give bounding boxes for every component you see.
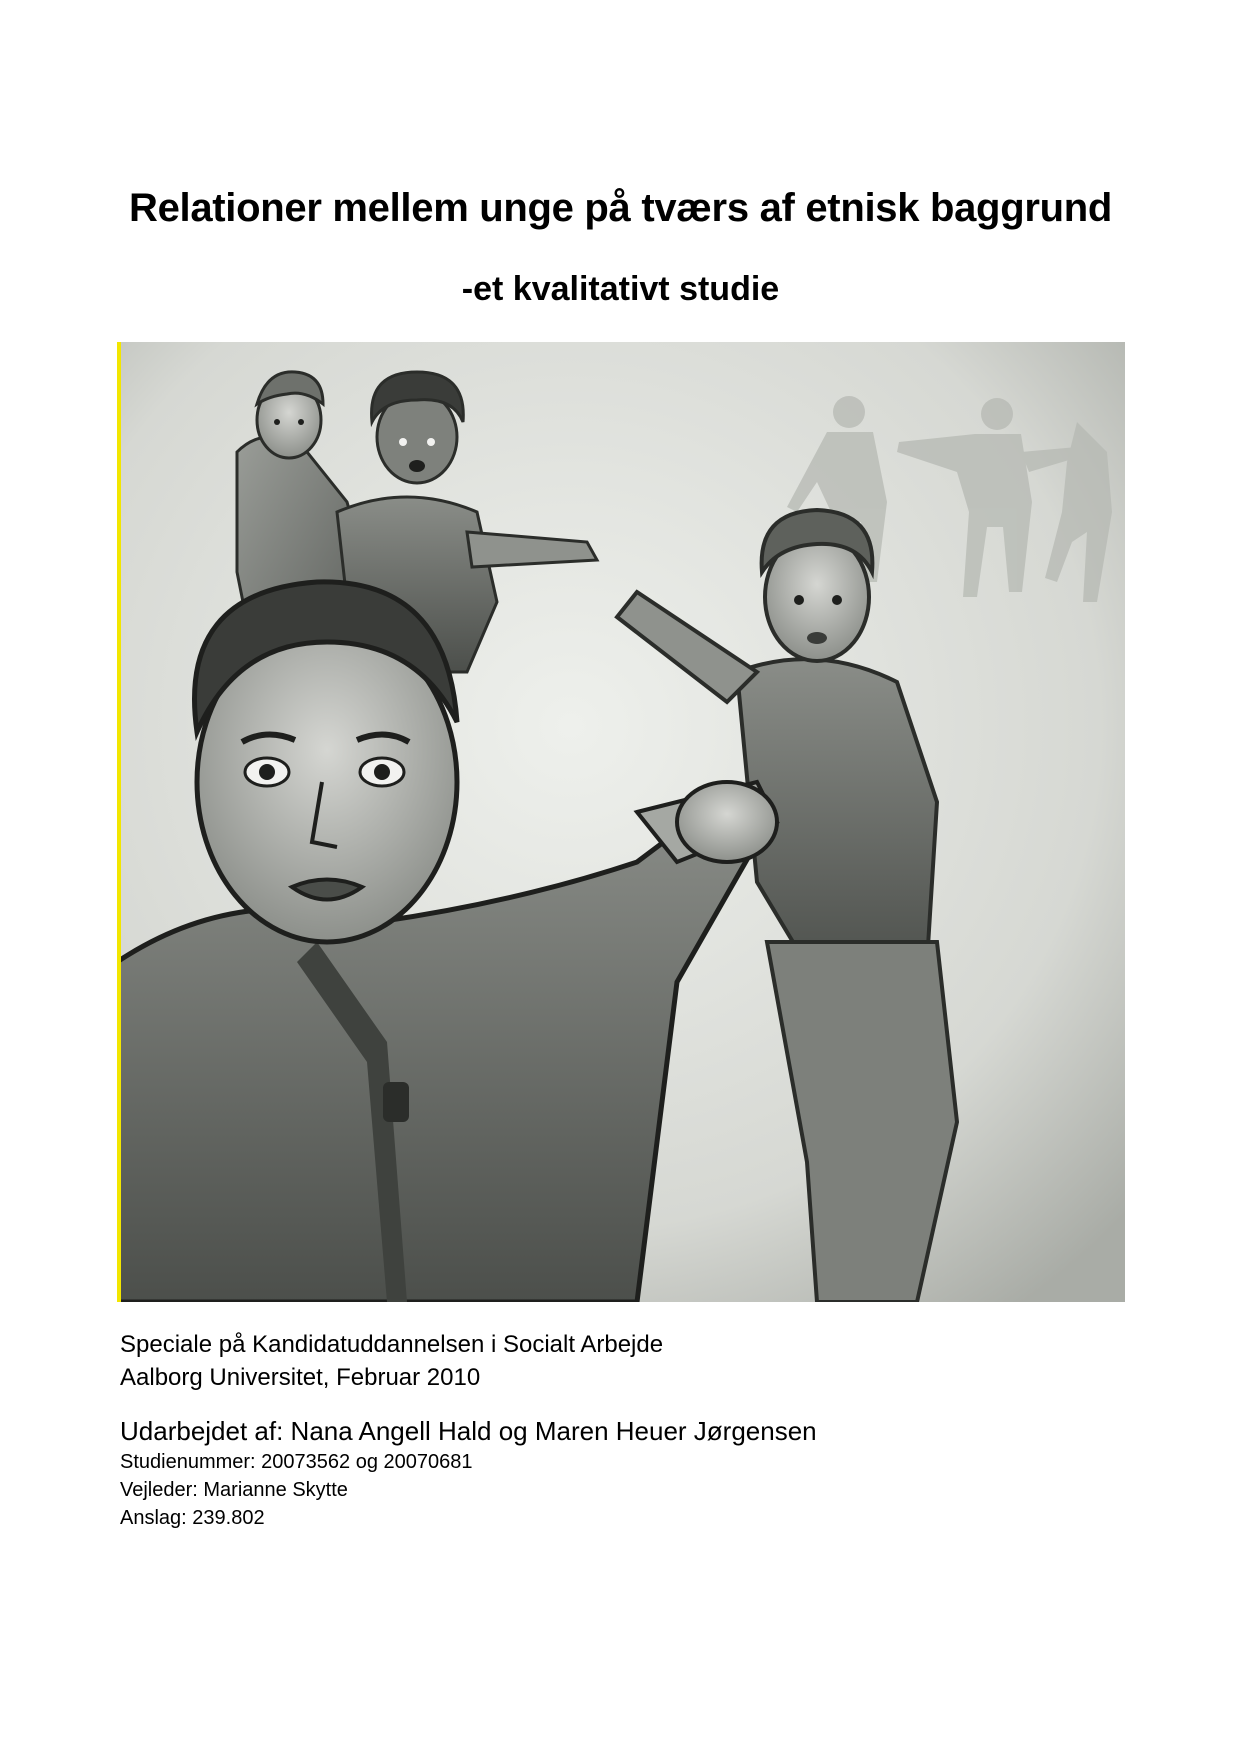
cover-illustration-drawing [117, 342, 1125, 1302]
student-numbers-line: Studienummer: 20073562 og 20070681 [120, 1451, 473, 1473]
yellow-accent-bar [117, 342, 121, 1302]
university-date-line: Aalborg Universitet, Februar 2010 [120, 1364, 481, 1391]
character-count-line: Anslag: 239.802 [120, 1507, 265, 1529]
supervisor-line: Vejleder: Marianne Skytte [120, 1479, 348, 1501]
document-subtitle: -et kvalitativt studie [461, 270, 780, 308]
authors-line: Udarbejdet af: Nana Angell Hald og Maren Heuer Jørgensen [120, 1416, 817, 1446]
program-line: Speciale på Kandidatuddannelsen i Socialt Arbejde [120, 1331, 664, 1358]
cover-illustration [117, 342, 1125, 1302]
thesis-info [120, 1328, 1120, 1532]
document-title: Relationer mellem unge på tværs af etnisk baggrund [128, 186, 1112, 230]
